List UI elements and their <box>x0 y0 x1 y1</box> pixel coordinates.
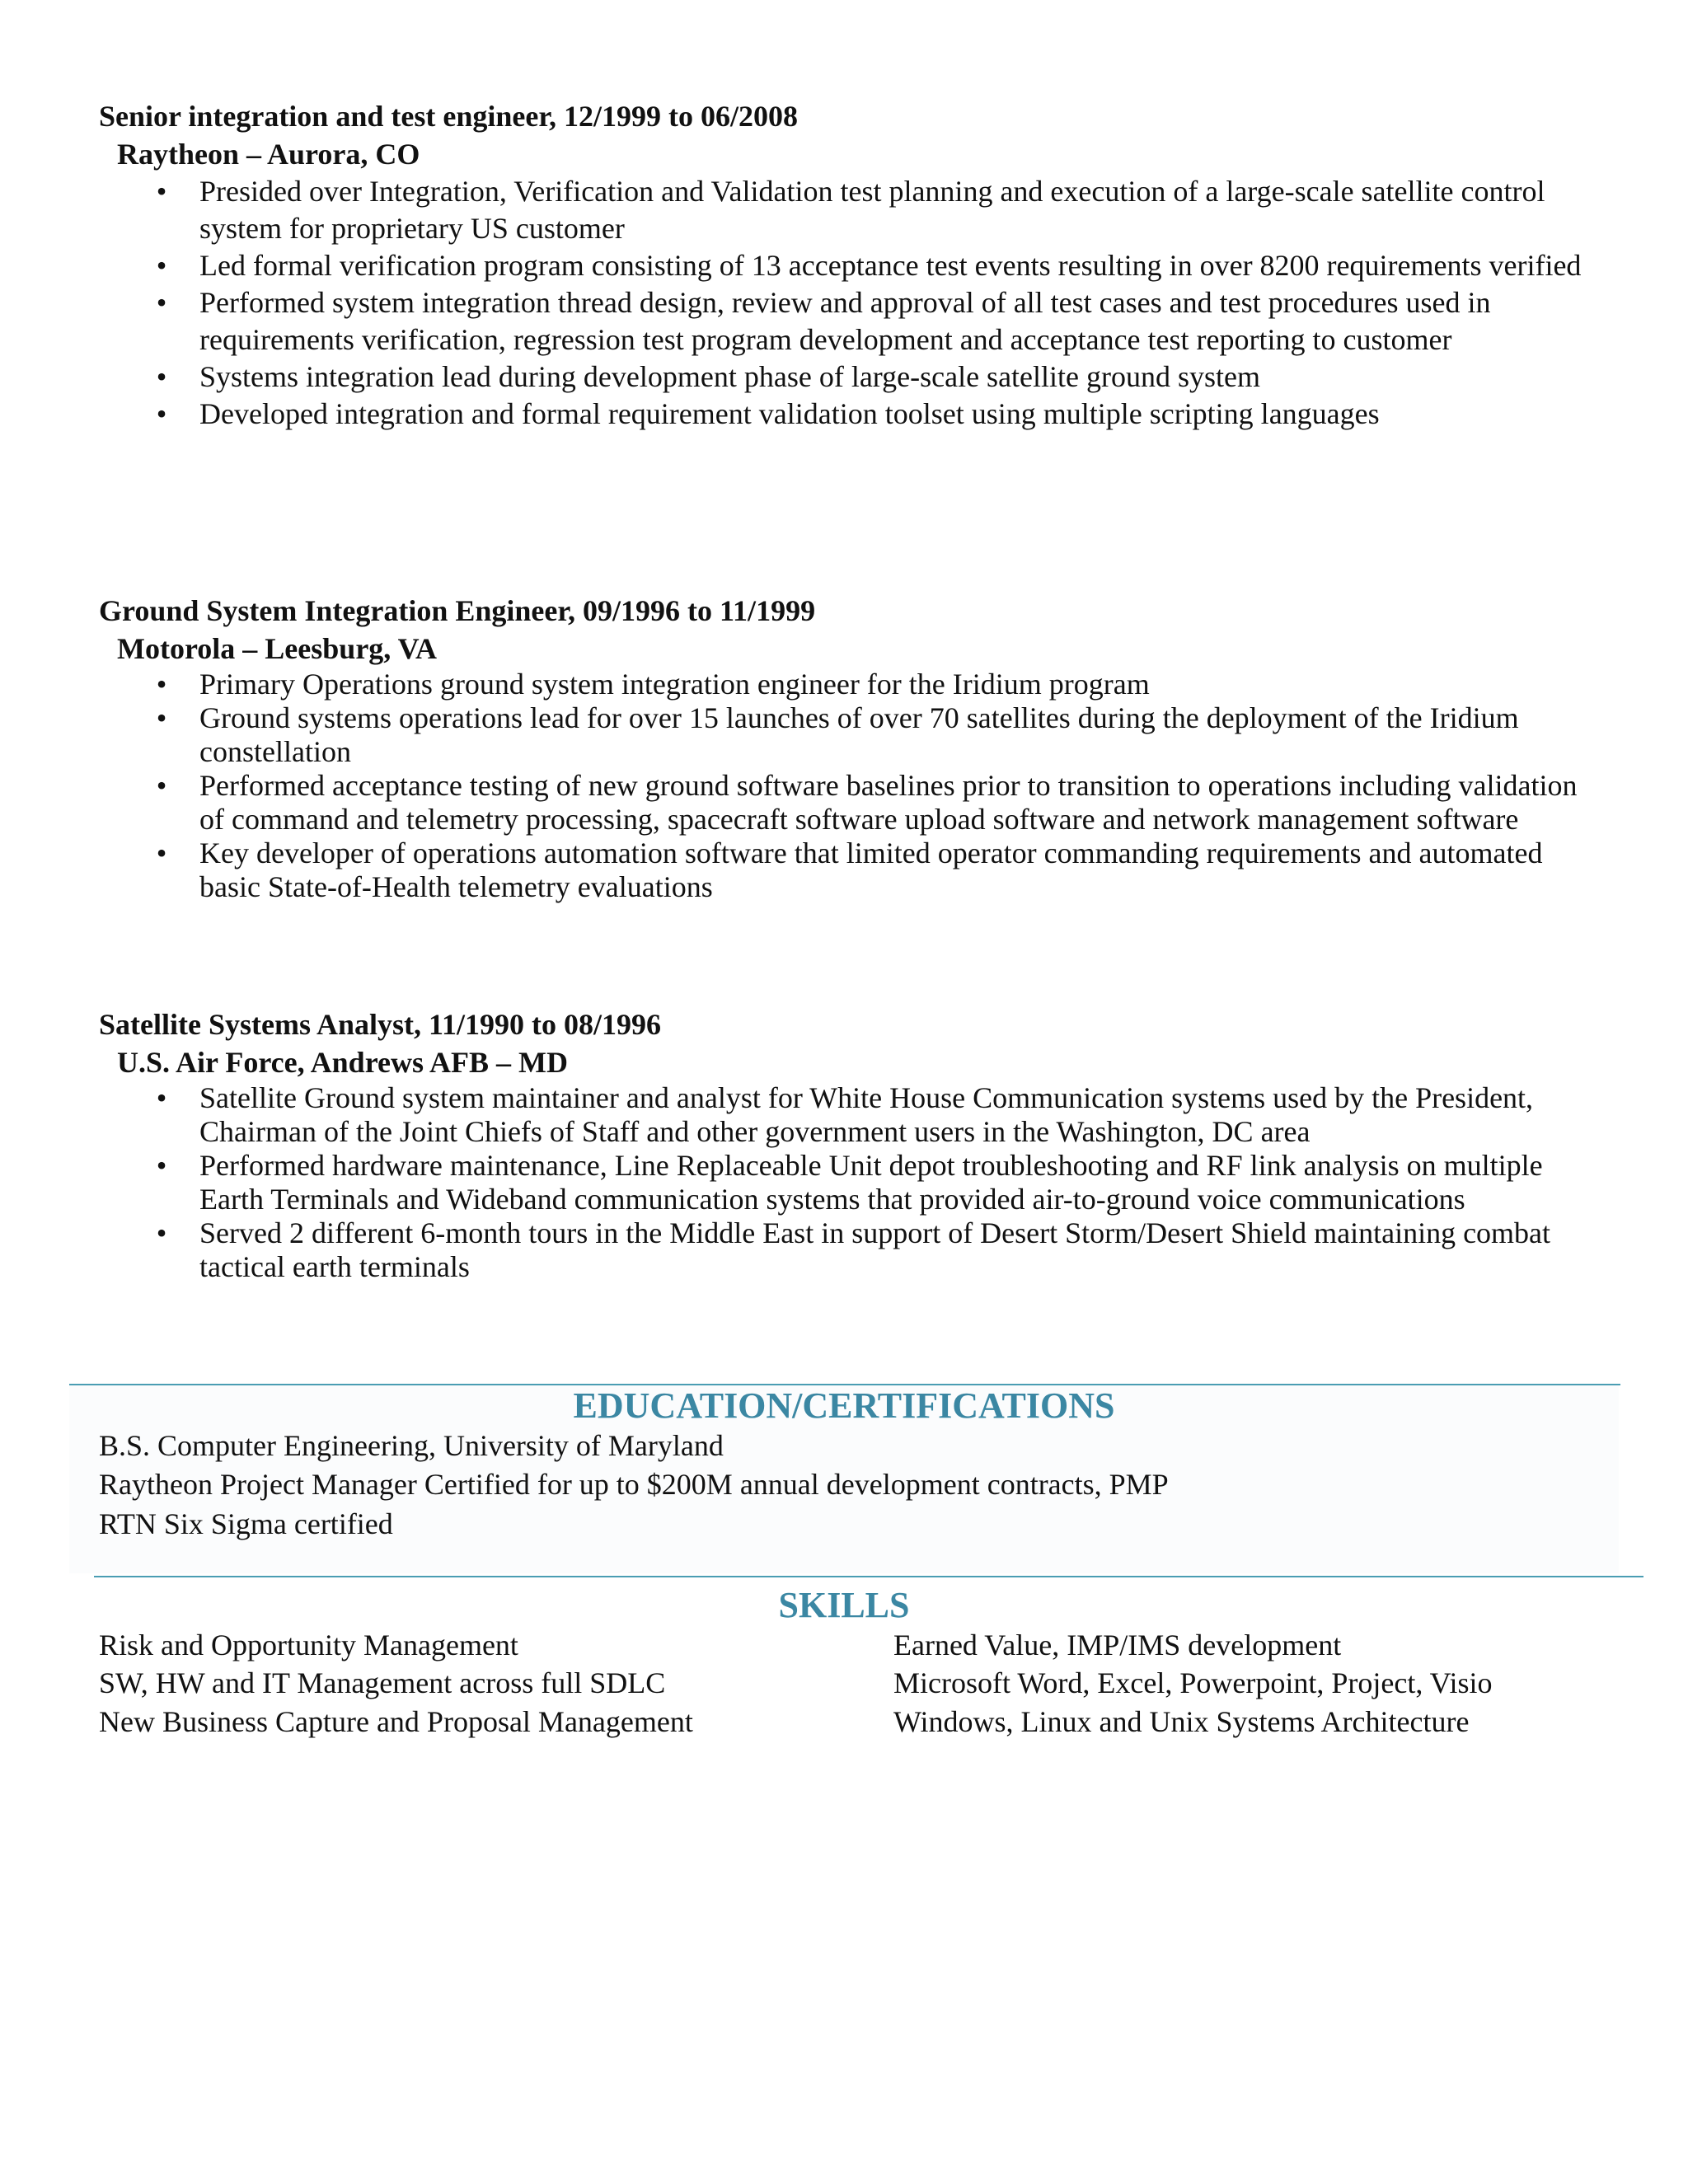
bullet-dot-icon: • <box>156 769 167 802</box>
bullet-dot-icon: • <box>156 286 167 319</box>
job-entry-raytheon <box>99 97 1599 433</box>
job-employer: Motorola – Leesburg, VA <box>117 632 438 665</box>
job-bullet-list <box>99 173 1599 433</box>
job-employer: Raytheon – Aurora, CO <box>117 138 420 171</box>
job-bullet: • Satellite Ground system maintainer and analyst for White House Communication systems used by the President, Chairman of the Joint Chiefs of Staff and other government users in the Washington, DC area <box>99 1081 1599 1149</box>
job-bullet: • Developed integration and formal requirement validation toolset using multiple scripting languages <box>99 396 1599 433</box>
bullet-dot-icon: • <box>156 668 167 701</box>
job-bullet: • Ground systems operations lead for over 15 launches of over 70 satellites during the deployment of the Iridium constellation <box>99 701 1599 769</box>
skill-item: Earned Value, IMP/IMS development <box>893 1629 1342 1661</box>
skill-item: Windows, Linux and Unix Systems Architecture <box>893 1705 1470 1738</box>
bullet-dot-icon: • <box>156 397 167 430</box>
bullet-dot-icon: • <box>156 1149 167 1182</box>
skill-item: Risk and Opportunity Management <box>99 1629 518 1661</box>
job-bullet: • Key developer of operations automation software that limited operator commanding requirements and automated basic State-of-Health telemetry evaluations <box>99 837 1599 904</box>
job-bullet: • Served 2 different 6-month tours in the Middle East in support of Desert Storm/Desert Shield maintaining combat tactical earth terminals <box>99 1216 1599 1284</box>
job-bullet: • Performed system integration thread design, review and approval of all test cases and test procedures used in requirements verification, regression test program development and acceptance test reporting to customer <box>99 284 1599 359</box>
education-item: Raytheon Project Manager Certified for up to $200M annual development contracts, PMP <box>99 1468 1169 1501</box>
job-bullet-list <box>99 1081 1599 1284</box>
job-entry-air-force <box>99 1005 1599 1284</box>
job-title: Senior integration and test engineer, 12/1999 to 06/2008 <box>99 100 798 133</box>
job-bullet: • Performed hardware maintenance, Line Replaceable Unit depot troubleshooting and RF link analysis on multiple Earth Terminals and Wideband communication systems that provided air-to-ground voice communications <box>99 1149 1599 1216</box>
job-employer: U.S. Air Force, Andrews AFB – MD <box>117 1046 568 1079</box>
job-bullet: • Performed acceptance testing of new ground software baselines prior to transition to operations including validation of command and telemetry processing, spacecraft software upload software and network management software <box>99 769 1599 837</box>
education-item: RTN Six Sigma certified <box>99 1507 393 1540</box>
bullet-dot-icon: • <box>156 175 167 208</box>
bullet-dot-icon: • <box>156 249 167 282</box>
bullet-dot-icon: • <box>156 1216 167 1249</box>
job-title: Ground System Integration Engineer, 09/1996 to 11/1999 <box>99 594 816 627</box>
skill-item: New Business Capture and Proposal Management <box>99 1705 693 1738</box>
bullet-dot-icon: • <box>156 837 167 869</box>
skill-item: Microsoft Word, Excel, Powerpoint, Project, Visio <box>893 1666 1493 1699</box>
education-heading: EDUCATION/CERTIFICATIONS <box>573 1385 1115 1426</box>
job-bullet: • Presided over Integration, Verification and Validation test planning and execution of a large-scale satellite control system for proprietary US customer <box>99 173 1599 247</box>
job-bullet-list <box>99 668 1599 904</box>
bullet-dot-icon: • <box>156 360 167 393</box>
job-bullet: • Primary Operations ground system integration engineer for the Iridium program <box>99 668 1599 701</box>
bullet-dot-icon: • <box>156 1081 167 1114</box>
skills-heading: SKILLS <box>778 1585 910 1625</box>
bullet-dot-icon: • <box>156 701 167 734</box>
education-item: B.S. Computer Engineering, University of Maryland <box>99 1429 724 1462</box>
job-title: Satellite Systems Analyst, 11/1990 to 08/1996 <box>99 1008 661 1041</box>
section-divider <box>94 1576 1643 1577</box>
job-bullet: • Led formal verification program consisting of 13 acceptance test events resulting in over 8200 requirements verified <box>99 247 1599 284</box>
job-bullet: • Systems integration lead during development phase of large-scale satellite ground system <box>99 359 1599 396</box>
job-entry-motorola <box>99 592 1599 904</box>
skill-item: SW, HW and IT Management across full SDLC <box>99 1666 666 1699</box>
